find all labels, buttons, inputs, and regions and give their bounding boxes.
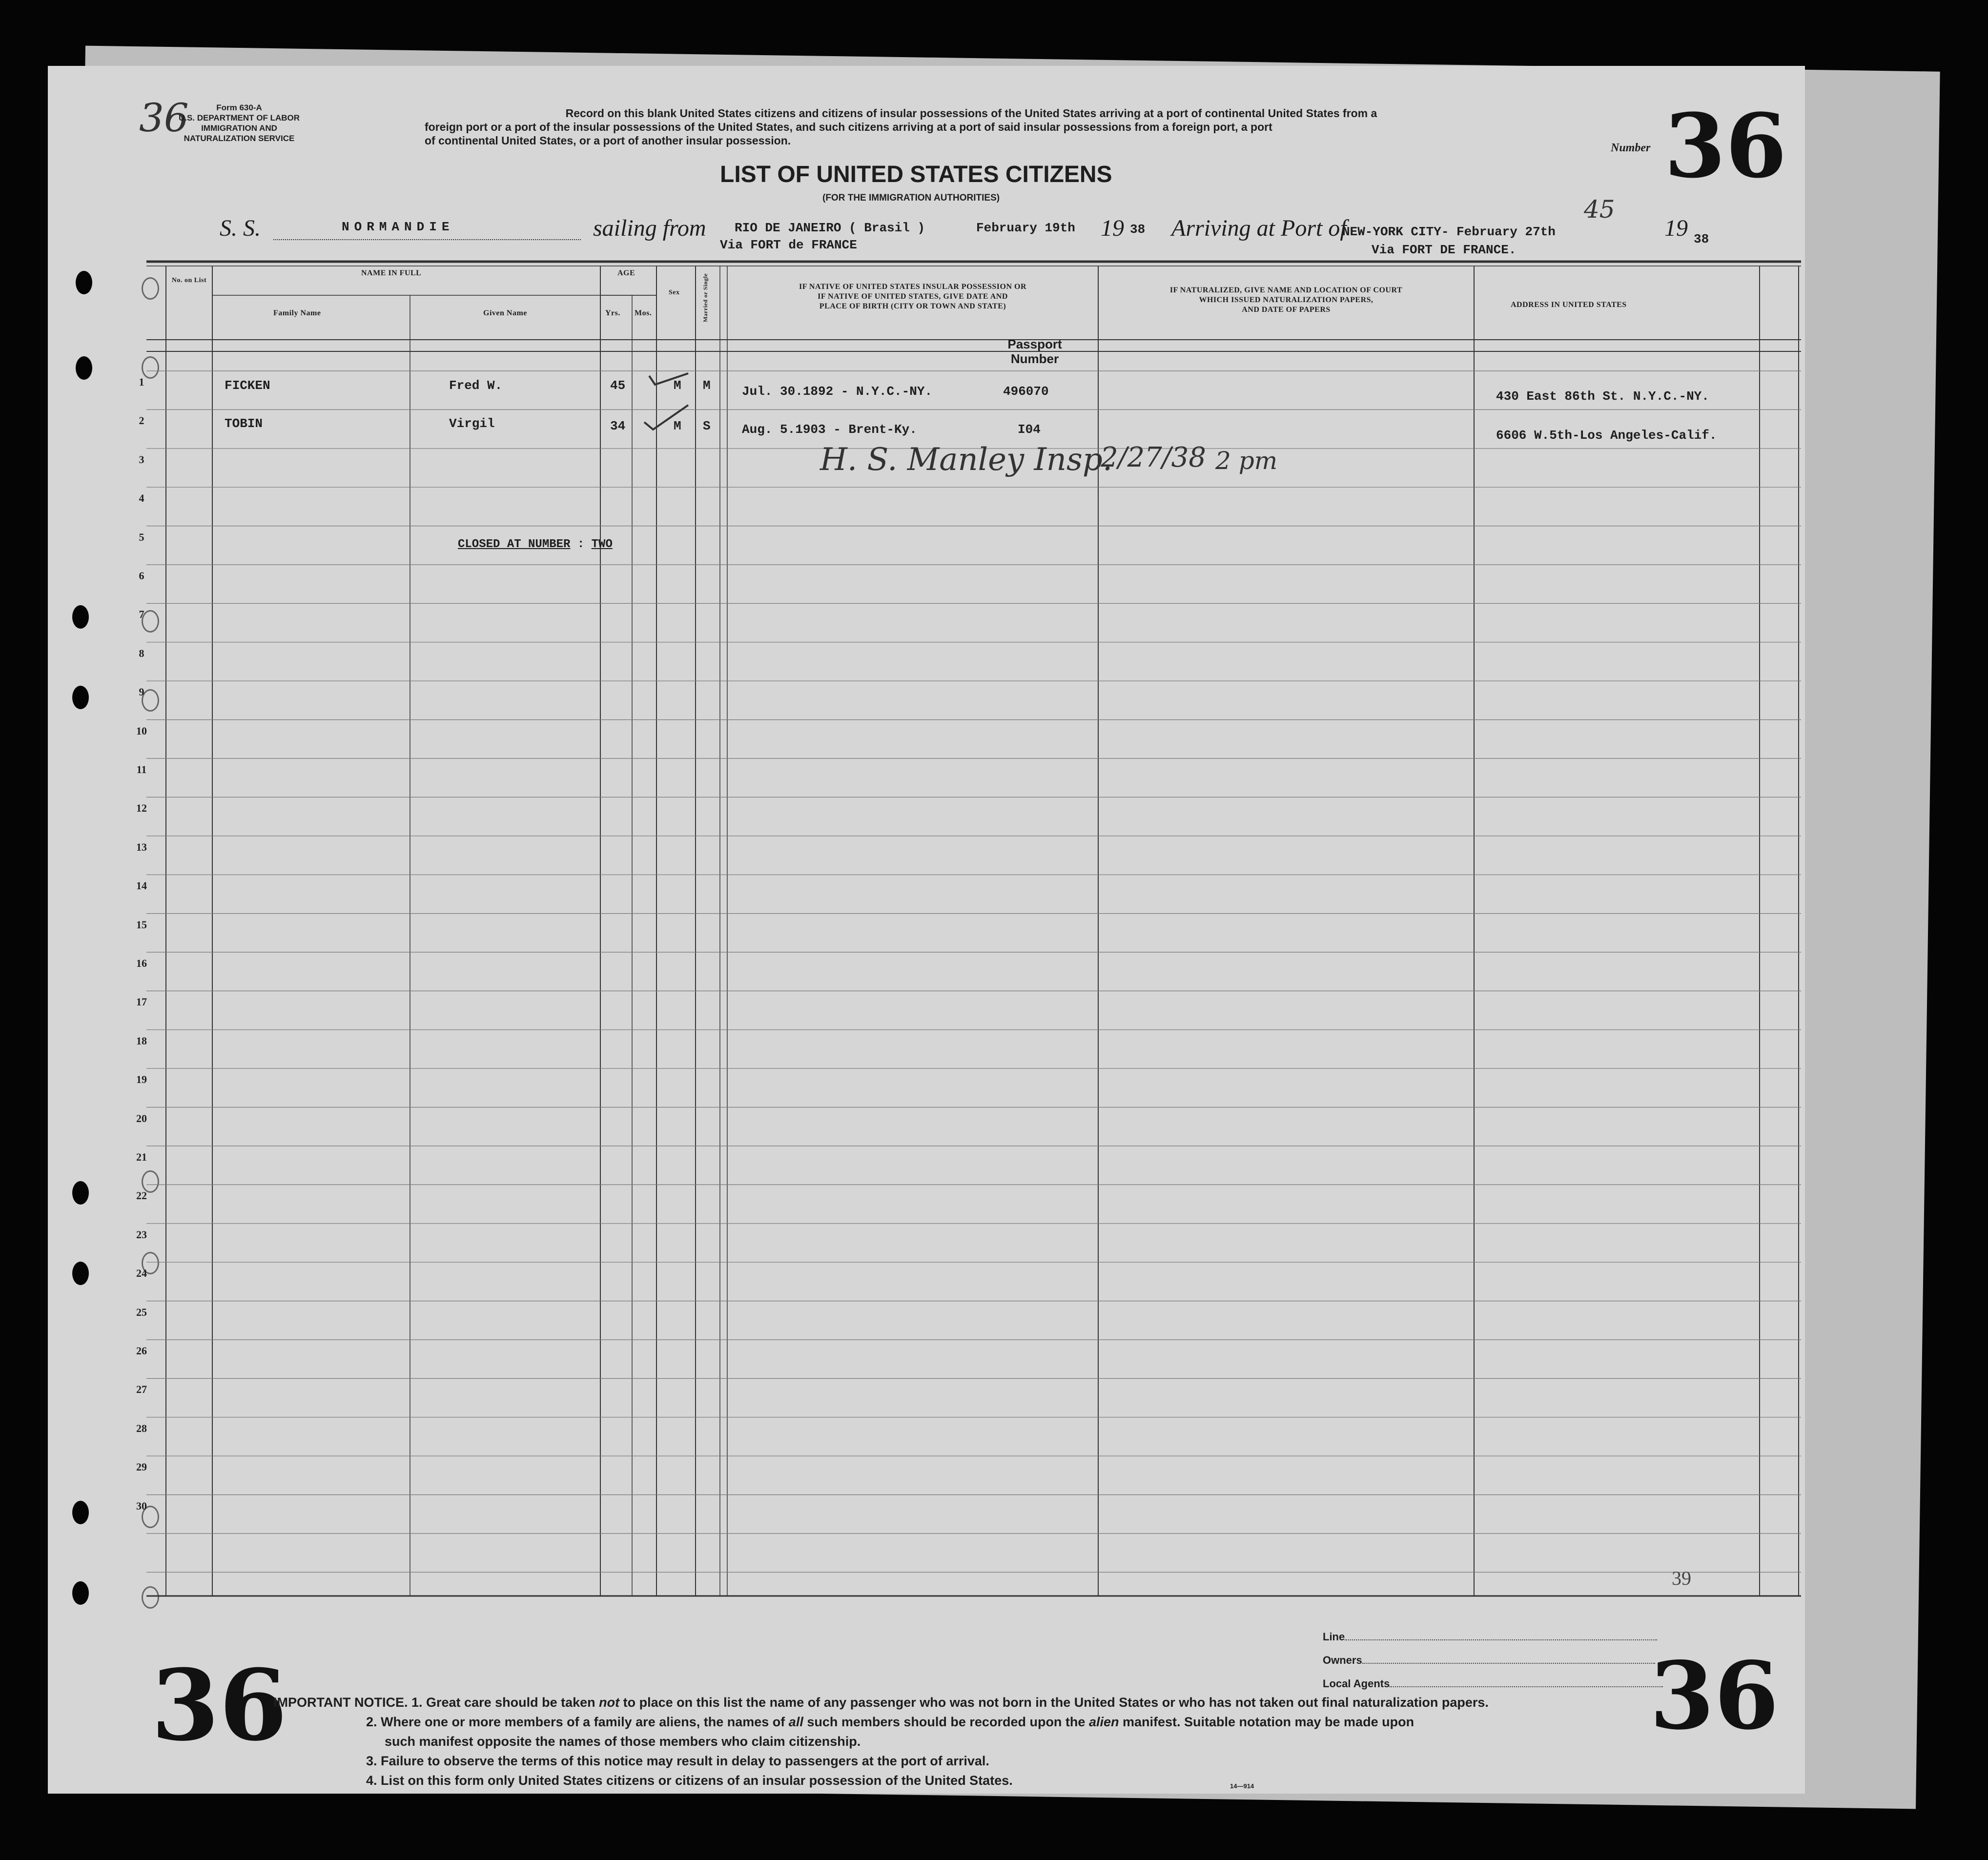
arriving-label: Arriving at Port of (1171, 215, 1347, 241)
department: U.S. DEPARTMENT OF LABOR (178, 113, 300, 123)
header-naturalized (1101, 286, 1472, 315)
row-number: 16 (136, 957, 147, 969)
nineteen-2: 19 (1664, 215, 1688, 241)
row-number: 10 (136, 724, 147, 737)
notice-item-3: 3. Failure to observe the terms of this notice may result in delay to passengers at the port of arrival. (366, 1754, 989, 1768)
row-number: 13 (136, 840, 147, 853)
header-yrs: Yrs. (605, 309, 620, 317)
row-number: 21 (136, 1151, 147, 1163)
row-number: 2 (139, 414, 144, 427)
notice-item-1: IMPORTANT NOTICE. 1. Great care should be taken not to place on this list the name of any passenger who was not born in the United States or who has not taken out final naturalization papers. (273, 1695, 1489, 1710)
owners-field (1323, 1649, 1663, 1672)
notice-title: IMPORTANT NOTICE. (273, 1695, 408, 1710)
page-number: 39 (1672, 1567, 1691, 1589)
number-label: Number (1611, 142, 1651, 154)
list-number-stamp: 36 (1664, 95, 1787, 198)
passport-number: I04 (1018, 422, 1041, 437)
age-years: 45 (610, 378, 626, 393)
header-given-name: Given Name (483, 309, 527, 317)
header-family-name: Family Name (273, 309, 321, 317)
header-passport-line-2: Number (1010, 351, 1059, 366)
header-no-on-list: No. on List (171, 277, 207, 284)
given-name: Virgil (449, 416, 495, 431)
row-number: 22 (136, 1189, 147, 1202)
important-notice (273, 1693, 1489, 1790)
row-number: 6 (139, 570, 144, 582)
header-passport-line-1: Passport (1007, 337, 1062, 351)
header-sex: Sex (669, 289, 680, 296)
inspector-signature: H. S. Manley Insp. (820, 442, 1113, 478)
record-text-line-3: of continental United States, or a port of another insular possession. (425, 134, 791, 147)
header-native (737, 282, 1088, 311)
corner-handwritten-number: 36 (139, 95, 189, 141)
row-number: 26 (136, 1345, 147, 1357)
stamp-number-right: 36 (1650, 1641, 1779, 1750)
header-native-line-2: IF NATIVE OF UNITED STATES, GIVE DATE AND (818, 292, 1008, 301)
header-naturalized-line-1: IF NATURALIZED, GIVE NAME AND LOCATION OF COURT (1169, 286, 1403, 294)
notice-item-4: 4. List on this form only United States citizens or citizens of an insular possession of the United States. (366, 1773, 1013, 1788)
family-name: FICKEN (225, 378, 270, 393)
given-name: Fred W. (449, 378, 503, 393)
header-passport (996, 337, 1074, 366)
form-code: 14—914 (1230, 1782, 1254, 1790)
birth-date-place: Jul. 30.1892 - N.Y.C.-NY. (742, 384, 933, 399)
line-owners-agents (1323, 1625, 1663, 1696)
us-address: 430 East 86th St. N.Y.C.-NY. (1496, 389, 1709, 404)
service-line-2: NATURALIZATION SERVICE (184, 134, 295, 143)
header-address: ADDRESS IN UNITED STATES (1511, 301, 1627, 309)
closed-at-number (458, 538, 613, 551)
closed-separator: : (577, 538, 585, 551)
owners-label: Owners (1323, 1654, 1362, 1666)
sex: M (674, 378, 681, 393)
row-number: 4 (139, 492, 144, 505)
service-line-1: IMMIGRATION AND (201, 123, 277, 133)
row-number: 11 (136, 763, 147, 776)
row-number: 24 (136, 1267, 147, 1280)
closed-value: TWO (591, 538, 613, 551)
marital-status: S (703, 419, 711, 433)
row-number: 3 (139, 453, 144, 466)
check-mark-icon (649, 373, 688, 385)
passport-number: 496070 (1003, 384, 1049, 399)
row-number: 18 (136, 1034, 147, 1047)
to-year: 38 (1694, 232, 1709, 246)
header-age: AGE (617, 269, 635, 277)
row-number: 8 (139, 647, 144, 659)
notice-item-2-cont: such manifest opposite the names of those members who claim citizenship. (385, 1734, 861, 1749)
row-number: 7 (139, 608, 144, 621)
header-native-line-3: PLACE OF BIRTH (CITY OR TOWN AND STATE) (819, 302, 1006, 310)
stamp-number-left: 36 (151, 1648, 287, 1763)
check-marks (635, 356, 703, 434)
sex: M (674, 419, 681, 433)
row-number: 5 (139, 531, 144, 543)
check-mark-icon (644, 405, 688, 429)
header-naturalized-line-3: AND DATE OF PAPERS (1242, 306, 1331, 314)
header-name-in-full: NAME IN FULL (361, 269, 422, 277)
row-number: 19 (136, 1073, 147, 1086)
row-number: 9 (139, 686, 144, 698)
notice-item-2: 2. Where one or more members of a family are aliens, the names of all such members should be recorded upon the alien manifest. Suitable notation may be made upon (366, 1715, 1414, 1729)
page-title: LIST OF UNITED STATES CITIZENS (720, 162, 1112, 187)
birth-date-place: Aug. 5.1903 - Brent-Ky. (742, 422, 917, 437)
from-year: 38 (1130, 222, 1146, 237)
nineteen-1: 19 (1101, 215, 1124, 241)
inspection-date: 2/27/38 (1101, 442, 1206, 473)
agents-label: Local Agents (1323, 1677, 1390, 1690)
form-number: Form 630-A (216, 103, 262, 112)
age-years: 34 (610, 419, 626, 433)
header-mos: Mos. (635, 309, 652, 317)
ship-name: NORMANDIE (342, 220, 454, 234)
row-number: 15 (136, 918, 147, 931)
from-via: Via FORT de FRANCE (720, 238, 857, 252)
row-number: 17 (136, 996, 147, 1008)
line-label: Line (1323, 1631, 1345, 1643)
page-subtitle: (FOR THE IMMIGRATION AUTHORITIES) (822, 193, 1000, 203)
us-address: 6606 W.5th-Los Angeles-Calif. (1496, 428, 1717, 443)
family-name: TOBIN (225, 416, 263, 431)
row-number: 14 (136, 879, 147, 892)
row-number: 29 (136, 1461, 147, 1473)
header-naturalized-line-2: WHICH ISSUED NATURALIZATION PAPERS, (1199, 296, 1373, 304)
inspection-time: 2 pm (1215, 447, 1278, 475)
from-port: RIO DE JANEIRO ( Brasil ) (735, 221, 925, 235)
to-via: Via FORT DE FRANCE. (1372, 243, 1517, 257)
closed-label: CLOSED AT NUMBER (458, 538, 571, 551)
row-number: 23 (136, 1228, 147, 1241)
row-number: 20 (136, 1112, 147, 1124)
sailing-label: sailing from (593, 215, 706, 241)
row-number: 12 (136, 802, 147, 815)
record-text-line-2: foreign port or a port of the insular possessions of the United States, and such citizens arriving at a port of said insular possessions from a foreign port, a port (425, 121, 1272, 133)
header-native-line-1: IF NATIVE OF UNITED STATES INSULAR POSSESSION OR (799, 283, 1027, 291)
ss-label: S. S. (220, 215, 261, 241)
row-number: 1 (139, 376, 144, 388)
to-port: NEW-YORK CITY- February 27th (1342, 225, 1556, 239)
row-number: 25 (136, 1306, 147, 1318)
marital-status: M (703, 378, 711, 393)
handwritten-45: 45 (1584, 195, 1615, 224)
agents-field (1323, 1672, 1663, 1696)
header-married-single: Married or Single (702, 273, 709, 323)
row-number: 27 (136, 1383, 147, 1396)
record-text-line-1: Record on this blank United States citizens and citizens of insular possessions of the United States arriving at a port of continental United States from a (565, 107, 1377, 120)
from-date: February 19th (976, 221, 1075, 235)
row-number: 30 (136, 1499, 147, 1512)
row-number: 28 (136, 1422, 147, 1434)
line-field (1323, 1625, 1663, 1649)
